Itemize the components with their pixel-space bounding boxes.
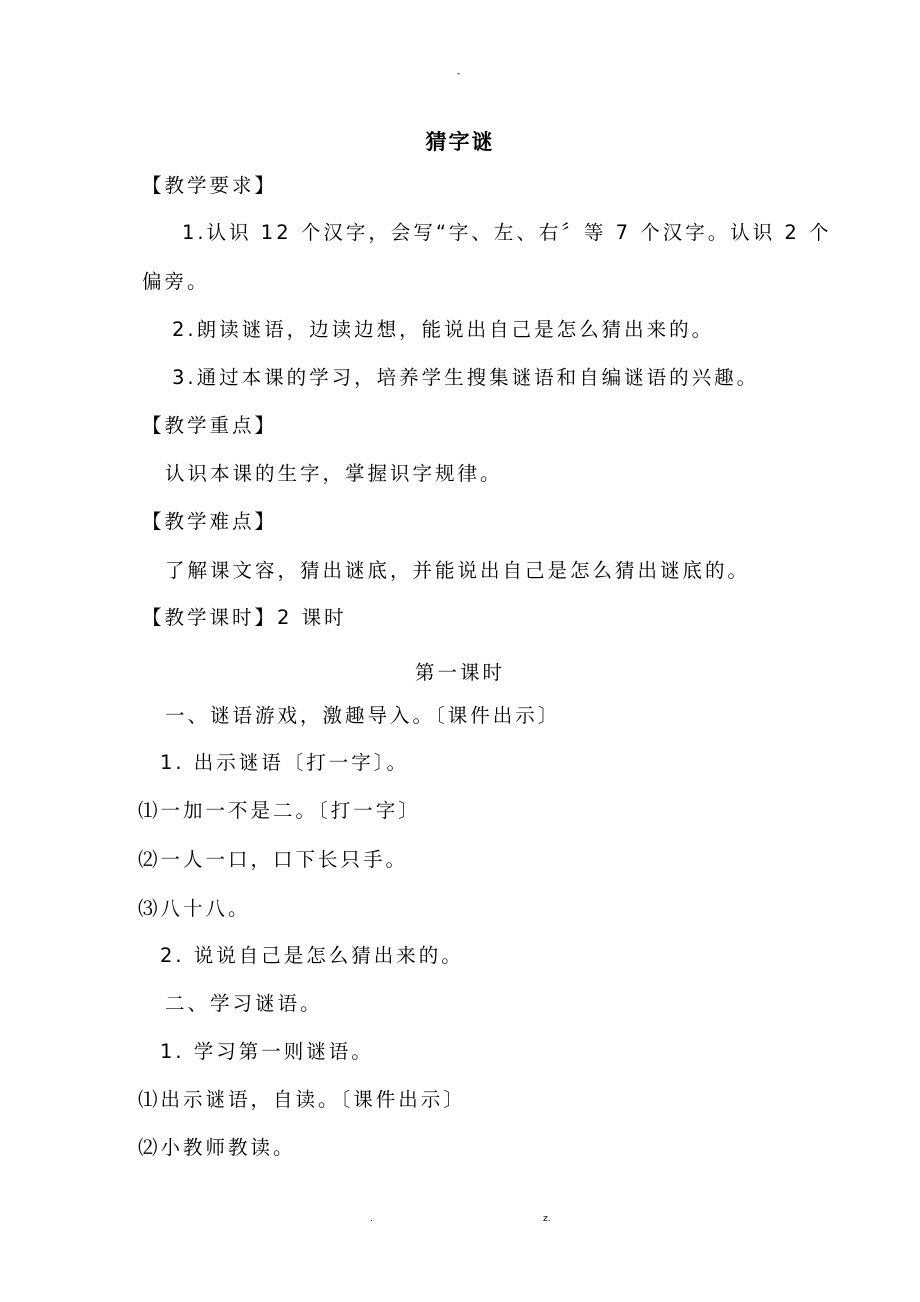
difficulties-text: 了解课文容，猜出谜底，并能说出自己是怎么猜出谜底的。 xyxy=(165,559,751,582)
learn-step-2: ⑵小教师教读。 xyxy=(138,1136,296,1159)
document-title: 猜字谜 xyxy=(425,130,495,154)
step-2: 2. 说说自己是怎么猜出来的。 xyxy=(160,944,464,967)
section-heading-requirements: 【教学要求】 xyxy=(142,174,278,197)
key-points-text: 认识本课的生字，掌握识字规律。 xyxy=(165,462,503,485)
footer-left-mark: . xyxy=(370,1214,373,1224)
step-1: 1. 出示谜语〔打一字〕。 xyxy=(160,751,410,774)
riddle-3: ⑶八十八。 xyxy=(138,897,251,920)
footer-right-mark: z. xyxy=(543,1214,551,1224)
part-two-heading: 二、学习谜语。 xyxy=(165,992,323,1015)
riddle-2: ⑵一人一口，口下长只手。 xyxy=(138,848,409,871)
requirement-3: 3.通过本课的学习，培养学生搜集谜语和自编谜语的兴趣。 xyxy=(172,366,760,389)
requirement-1-line-2: 偏旁。 xyxy=(142,270,210,293)
requirement-2: 2.朗读谜语，边读边想，能说出自己是怎么猜出来的。 xyxy=(172,318,715,341)
learn-step-1: ⑴出示谜语，自读。〔课件出示〕 xyxy=(138,1088,466,1111)
section-heading-difficulties: 【教学难点】 xyxy=(142,510,278,533)
section-heading-periods: 【教学课时】2 课时 xyxy=(142,606,347,629)
learn-riddle-1: 1. 学习第一则谜语。 xyxy=(160,1040,374,1063)
part-one-heading: 一、谜语游戏，激趣导入。〔课件出示〕 xyxy=(165,704,561,727)
requirement-1-line-1: 1.认识 12 个汉字，会写“字、左、右〞等 7 个汉字。认识 2 个 xyxy=(182,221,832,244)
riddle-1: ⑴一加一不是二。〔打一字〕 xyxy=(138,799,421,822)
section-heading-key-points: 【教学重点】 xyxy=(142,414,278,437)
header-mark: - xyxy=(457,69,461,79)
first-period-heading: 第一课时 xyxy=(414,661,505,684)
